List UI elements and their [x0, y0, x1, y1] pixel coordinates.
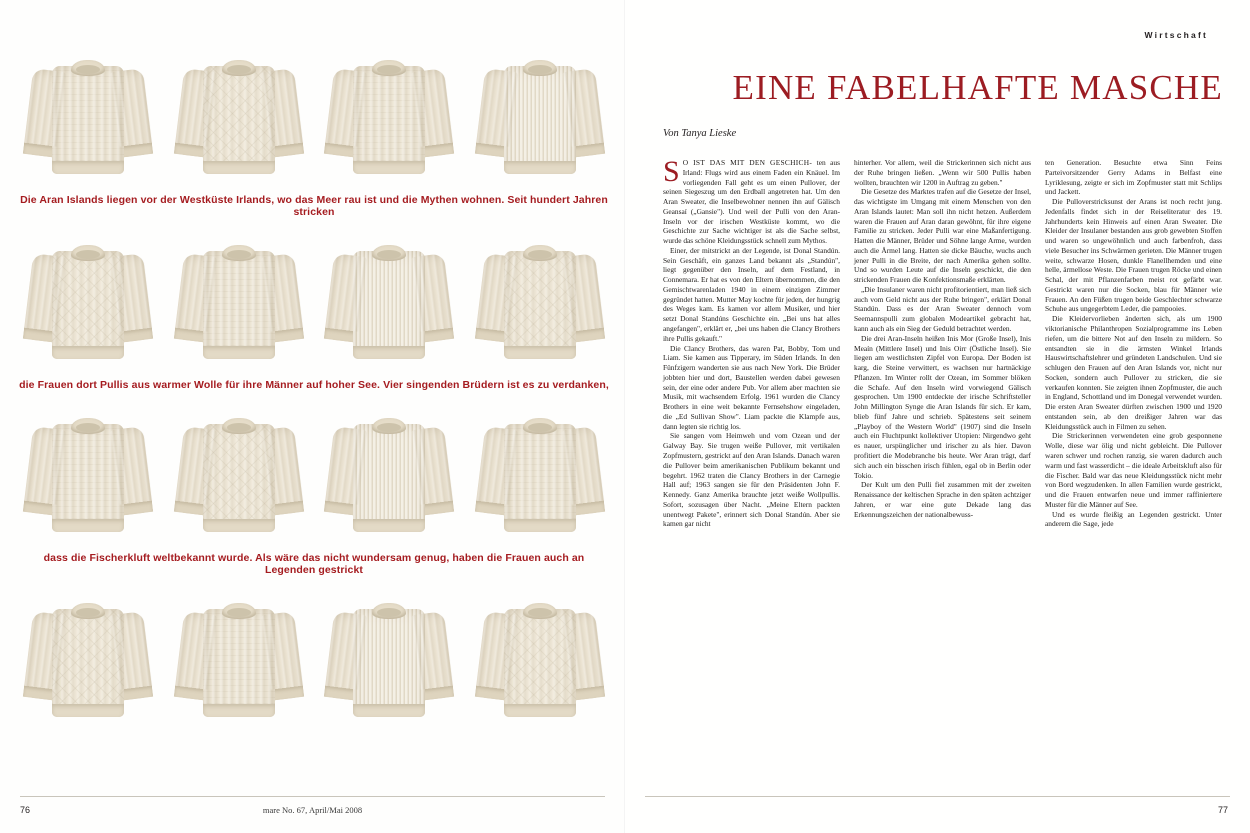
page-number-left: 76: [20, 805, 31, 815]
article-column-3: [1045, 158, 1222, 788]
sweater-photo: [18, 583, 158, 733]
lead-smallcaps: O IST DAS MIT DEN GESCHICH-: [682, 158, 813, 167]
article-paragraph: Die Strickerinnen verwendeten eine grob gesponnene Wolle, diese war ölig und nicht gebleicht. Die Pullover waren schwer und rochen ranzig, sie waren dadurch auch warm und fast wasserdicht – die ideale Arbeitskluft also für die Fischer. Bald war das neue Kleidungsstück nicht mehr von Bord wegzudenken. In allen Familien wurde gestrickt, und die Frauen entwarfen neue und immer raffiniertere Muster für die Männer auf See.: [1045, 431, 1222, 509]
article-headline: EINE FABELHAFTE MASCHE: [732, 68, 1223, 107]
article-column-1: [663, 155, 840, 788]
photo-caption-line-3: dass die Fischerkluft weltbekannt wurde. Als wäre das nicht wundersam genug, haben die Frauen auch an Legenden gestrickt: [43, 552, 585, 576]
article-paragraph-text: ten aus Irland: Flugs wird aus einem Faden ein Knäuel. Im vorliegenden Fall geht es um einen Pullover, der seinen Siegeszug um den Erdball angetreten hat. Um den Aran Sweater, die Inselbewohner nennen ihn auf Gälisch Geansaí („Gansie"). Und weil der Pulli von den Aran-Inseln vor der irischen Westküste kommt, wo die Geschichte zur Sache wichtiger ist als die Sache selbst, wurde das schöne Kleidungsstück schnell zum Mythos.: [663, 158, 840, 246]
sweater-photo: [470, 398, 610, 548]
article-paragraph: Und es wurde fleißig an Legenden gestrickt. Unter anderem die Sage, jede: [1045, 509, 1222, 529]
sweater-photo: [319, 583, 459, 733]
article-paragraph: Einer, der mitstrickt an der Legende, ist Donal Standún. Sein Geschäft, ein ganzes Land bekannt als „Standún", liegt gegenüber den Inseln, auf dem Festland, in Connemara. Er hat es von den Eltern übernommen, die den Gemischtwarenladen 1940 in einem einzigen Zimmer gegründet hatten. Mutter May kochte für jeden, der hungrig des Weges kam. Es kamen vor allem Musiker, und hier setzt Donal Standúns Geschichte ein. „Bei uns hat alles angefangen", erklärt er, „bei uns haben die Clancy Brothers ihre Pullis gekauft.": [663, 245, 840, 343]
sweater-row: [18, 40, 610, 190]
sweater-photo: [319, 225, 459, 375]
sweater-photo: [319, 40, 459, 190]
sweater-photo-grid: [18, 40, 610, 737]
article-paragraph: Die drei Aran-Inseln heißen Inis Mor (Große Insel), Inis Meaín (Mittlere Insel) und Inis Oirr (Östliche Insel). Sie liegen am westlichsten Zipfel von Europa. Der Boden ist karg, die Steine verwittert, es wachsen nur hartnäckige Pflanzen. Im Winter rollt der Ozean, im Sommer blöken die Schafe. Auf den Inseln wird vorwiegend Gälisch gesprochen. Um 1900 entdeckte der irische Schriftsteller John Millington Synge die Aran Islands für sich. Er kam, blieb fünf Jahre und schrieb. Spätestens seit seinem „Playboy of the Western World" (1907) sind die Inseln auch ein Fluchtpunkt kollektiver Utopien: Nirgendwo geht es nauer, urspünglicher und irischer zu als hier. Davon profitiert die Modebranche bis heute. Wer Aran trägt, darf sich auch ein bisschen irisch fühlen, egal ob in Berlin oder Tokio.: [854, 333, 1031, 480]
article-paragraph: Die Pulloverstricksunst der Arans ist noch recht jung. Jedenfalls findet sich in der Reiseliteratur des 19. Jahrhunderts kein Hinweis auf einen Aran Sweater. Die Kleider der Insulaner bestanden aus grob gewebten Stoffen und waren so ungewöhnlich und auch farbenfroh, dass viele Besucher ins Schwärmen gerieten. Die Männer trugen weite, schwarze Hosen, dunkle Flanellhemden und eine helle, ärmellose Weste. Die Frauen trugen Röcke und einen Schal, der mit Pflanzenfarben meist rot gefärbt war. Gestrickt waren nur die Socken, blau für Männer wie Frauen. An den Füßen trugen beide Geschlechter schwarze Schuhe aus ungegerbtem Leder, die pampooies.: [1045, 197, 1222, 314]
sweater-photo: [169, 40, 309, 190]
article-body: [663, 155, 1223, 788]
sweater-photo: [169, 583, 309, 733]
sweater-photo: [18, 225, 158, 375]
section-kicker: Wirtschaft: [1144, 30, 1208, 40]
page-number-right: 77: [1217, 805, 1228, 815]
sweater-photo: [169, 225, 309, 375]
article-paragraph: ten Generation. Besuchte etwa Sinn Feins Parteivorsitzender Gerry Adams in Belfast eine Lyriklesung, zeigte er sich im Zopfmuster statt mit Schlips und Jackett.: [1045, 158, 1222, 197]
article-byline: Von Tanya Lieske: [663, 128, 737, 139]
right-page: [625, 0, 1250, 833]
sweater-photo: [470, 40, 610, 190]
drop-cap: S: [663, 155, 680, 188]
sweater-photo: [470, 225, 610, 375]
photo-caption-line-2: die Frauen dort Pullis aus warmer Wolle für ihre Männer auf hoher See. Vier singenden Brüdern ist es zu verdanken,: [19, 379, 609, 391]
article-paragraph: Sie sangen vom Heimweh und vom Ozean und der Galway Bay. Sie trugen weiße Pullover, mit vertikalen Zopfmustern, gestrickt auf den Aran Islands. Danach waren die Pullover beim amerikanischen Publikum bekannt und begehrt. 1962 traten die Clancy Brothers in der Carnegie Hall auf; 1963 sangen sie für den Präsidenten John F. Kennedy. Ganz Amerika brauchte jetzt weiße Wollpullis. Sofort, sozusagen über Nacht. „Meine Eltern packten unentwegt Pakete", erinnert sich Donal Standún. Aber sie kamen gar nicht: [663, 431, 840, 529]
sweater-photo: [18, 40, 158, 190]
issue-line: mare No. 67, April/Mai 2008: [262, 805, 363, 815]
article-column-2: [854, 158, 1031, 788]
sweater-row: [18, 225, 610, 375]
article-paragraph: hinterher. Vor allem, weil die Strickerinnen sich nicht aus der Ruhe bringen ließen. „Wenn wir 500 Pullis haben wollten, brauchten wir 1200 in Auftrag zu geben.": [854, 158, 1031, 187]
sweater-row: [18, 583, 610, 733]
photo-caption-line-1: Die Aran Islands liegen vor der Westküste Irlands, wo das Meer rau ist und die Mythen wohnen. Seit hundert Jahren stricken: [20, 194, 608, 218]
sweater-row: [18, 398, 610, 548]
article-paragraph: Der Kult um den Pulli fiel zusammen mit der zweiten Renaissance der keltischen Sprache in den späten achtziger Jahren, er war eine gute Dekade lang das Erkennungszeichen der nationalbewuss-: [854, 480, 1031, 519]
sweater-photo: [18, 398, 158, 548]
article-paragraph: „Die Insulaner waren nicht profitorientiert, man ließ sich auch vom Geld nicht aus der Ruhe bringen", erklärt Donal Standún. Dass es der Aran Sweater dennoch vom Seemannspulli zum globalen Modeartikel gebracht hat, kann auch als ein Sieg der Geduld betrachtet werden.: [854, 284, 1031, 334]
footer-rule: [20, 796, 605, 797]
article-paragraph: [663, 155, 840, 246]
article-paragraph: Die Gesetze des Marktes trafen auf die Gesetze der Insel, das wichtigste im Umgang mit einem Menschen von den Aran Islands lautet: Man soll ihn nicht hetzen. Außerdem waren die Frauen auf Aran daran gewöhnt, für ihre eigene Familie zu stricken. Jeder Pulli war eine Maßanfertigung. Hatten die Männer, Brüder und Söhne lange Arme, wurden auch die Ärmel lang. Hatten sie dicke Bäuche, wuchs auch jener Pulli in die Breite, der nach Amerika gehen sollte. Und so wurden Leute auf die Inseln geschickt, die den strickenden Frauen die Konfektionsmaße erklärten.: [854, 187, 1031, 285]
article-paragraph: Die Kleidervorlieben änderten sich, als um 1900 viktorianische Philanthropen Sozialprogramme ins Leben riefen, um die bittere Not auf den Inseln zu mildern. So entsandten sie in die ärmsten Winkel Irlands Hauswirtschaftslehrer und gründeten Landschulen. Und sie schlugen den Frauen auf den Aran Islands vor, nicht nur Socken, sondern auch Pullover zu stricken, die sie verkaufen konnten. Sie zeigten ihnen Zopfmuster, die auch in England, Schottland und im Donegal verwendet wurden. Die ersten Aran Sweater dürften zwischen 1900 und 1920 entstanden sein, ab den dreißiger Jahren war das Kleidungsstück auch in Filmen zu sehen.: [1045, 314, 1222, 431]
sweater-photo: [470, 583, 610, 733]
sweater-photo: [169, 398, 309, 548]
footer-rule: [645, 796, 1230, 797]
sweater-photo: [319, 398, 459, 548]
article-paragraph: Die Clancy Brothers, das waren Pat, Bobby, Tom und Liam. Sie kamen aus Tipperary, im Süden Irlands. In den Fünfzigern wanderten sie aus nach New York. Die Brüder jobbten hier und dort, Baustellen werden dabei gewesen sein, der eine oder andere Pub. Vor allem aber machten sie Musik, mit wachsendem Erfolg. 1961 wurden die Clancy Brothers in eine weit bekannte Fernsehshow eingeladen, die „Ed Sullivan Show". Liam packte die Klampfe aus, dann legten sie richtig los.: [663, 343, 840, 431]
